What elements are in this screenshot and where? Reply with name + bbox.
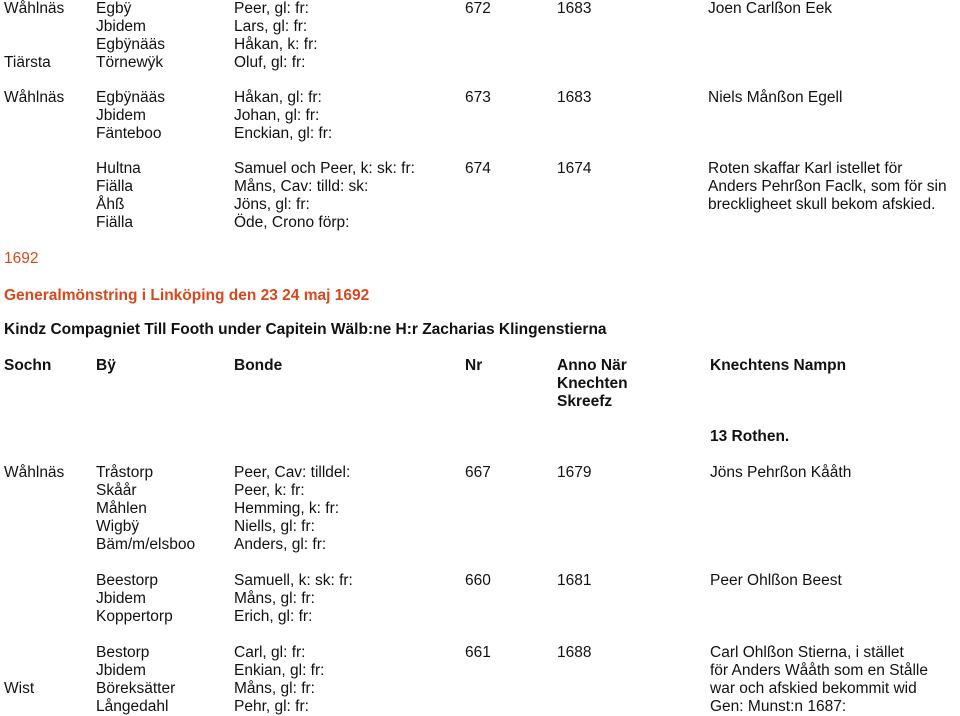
farmer: Jöns, gl: fr: [234, 196, 310, 213]
parish: Wåhlnäs [4, 89, 65, 106]
record-row [0, 464, 960, 482]
record-673 [0, 89, 960, 143]
parish: Wåhlnäs [4, 0, 65, 17]
village: Jbidem [96, 662, 146, 679]
record-row [0, 160, 960, 178]
year-heading: 1692 [4, 250, 39, 267]
year-section [0, 250, 960, 268]
company-section [0, 321, 960, 339]
village: Beestorp [96, 572, 159, 589]
soldier-name: Carl Ohlßon Stierna, i stället [710, 644, 904, 661]
header-year-line: Anno När [557, 357, 627, 374]
note: breckligheet skull bekom afskied. [708, 196, 936, 213]
farmer: Samuell, k: sk: fr: [234, 572, 353, 589]
enlistment-year: 1679 [557, 464, 592, 481]
farmer: Håkan, gl: fr: [234, 89, 322, 106]
parish: Tiärsta [4, 54, 51, 71]
soldier-number: 672 [465, 0, 491, 17]
note: Gen: Munst:n 1687: [710, 698, 847, 715]
record-row [0, 518, 960, 536]
enlistment-year: 1683 [557, 0, 592, 17]
record-row [0, 18, 960, 36]
village: Fiälla [96, 214, 134, 231]
farmer: Öde, Crono förp: [234, 214, 350, 231]
farmer: Peer, k: fr: [234, 482, 305, 499]
header-parish: Sochn [4, 357, 52, 374]
record-row [0, 662, 960, 680]
record-row [0, 500, 960, 518]
soldier-name: Joen Carlßon Eek [708, 0, 833, 17]
farmer: Johan, gl: fr: [234, 107, 320, 124]
farmer: Anders, gl: fr: [234, 536, 327, 553]
record-row [0, 0, 960, 18]
header-year-line: Skreefz [557, 393, 613, 410]
farmer: Erich, gl: fr: [234, 608, 313, 625]
record-674 [0, 160, 960, 232]
enlistment-year: 1688 [557, 644, 592, 661]
rote-label: 13 Rothen. [710, 428, 790, 445]
enlistment-year: 1681 [557, 572, 592, 589]
farmer: Oluf, gl: fr: [234, 54, 306, 71]
farmer: Måns, Cav: tilld: sk: [234, 178, 369, 195]
record-row [0, 590, 960, 608]
record-row [0, 644, 960, 662]
farmer: Håkan, k: fr: [234, 36, 318, 53]
farmer: Carl, gl: fr: [234, 644, 306, 661]
record-row [0, 107, 960, 125]
farmer: Samuel och Peer, k: sk: fr: [234, 160, 415, 177]
soldier-number: 674 [465, 160, 491, 177]
village: Egbÿnääs [96, 89, 165, 106]
record-660 [0, 572, 960, 626]
header-village: Bÿ [96, 357, 116, 374]
header-number: Nr [465, 357, 483, 374]
village: Egbÿnääs [96, 36, 165, 53]
village: Fiälla [96, 178, 134, 195]
village: Bestorp [96, 644, 150, 661]
village: Fänteboo [96, 125, 162, 142]
farmer: Måns, gl: fr: [234, 590, 315, 607]
village: Tråstorp [96, 464, 154, 481]
record-row [0, 196, 960, 214]
column-headers [0, 357, 960, 411]
farmer: Måns, gl: fr: [234, 680, 315, 697]
rote-section [0, 428, 960, 446]
farmer: Pehr, gl: fr: [234, 698, 309, 715]
village: Långedahl [96, 698, 169, 715]
header-soldier-name: Knechtens Nampn [710, 357, 847, 374]
note: för Anders Wååth som en Stålle [710, 662, 928, 679]
record-672 [0, 0, 960, 72]
parish: Wåhlnäs [4, 464, 65, 481]
soldier-name: Jöns Pehrßon Kååth [710, 464, 852, 481]
record-row [0, 214, 960, 232]
farmer: Enkian, gl: fr: [234, 662, 325, 679]
village: Bäm/m/elsboo [96, 536, 196, 553]
record-row [0, 680, 960, 698]
record-row [0, 698, 960, 716]
soldier-name: Peer Ohlßon Beest [710, 572, 842, 589]
village: Egbÿ [96, 0, 132, 17]
record-row [0, 536, 960, 554]
record-661 [0, 644, 960, 716]
village: Koppertorp [96, 608, 173, 625]
soldier-name: Niels Månßon Egell [708, 89, 843, 106]
village: Wigbÿ [96, 518, 140, 535]
village: Måhlen [96, 500, 147, 517]
village: Böreksätter [96, 680, 176, 697]
record-row [0, 178, 960, 196]
record-row [0, 89, 960, 107]
farmer: Lars, gl: fr: [234, 18, 308, 35]
note: Anders Pehrßon Faclk, som för sin [708, 178, 947, 195]
record-row [0, 608, 960, 626]
farmer: Peer, Cav: tilldel: [234, 464, 351, 481]
enlistment-year: 1683 [557, 89, 592, 106]
note: Roten skaffar Karl istellet för [708, 160, 903, 177]
farmer: Peer, gl: fr: [234, 0, 309, 17]
soldier-number: 667 [465, 464, 491, 481]
header-year-line: Knechten [557, 375, 628, 392]
record-row [0, 125, 960, 143]
soldier-number: 673 [465, 89, 491, 106]
muster-heading-section [0, 287, 960, 305]
farmer: Enckian, gl: fr: [234, 125, 333, 142]
record-row [0, 572, 960, 590]
company-title: Kindz Compagniet Till Footh under Capitein Wälb:ne H:r Zacharias Klingenstierna [4, 321, 607, 338]
header-farmer: Bonde [234, 357, 283, 374]
parish: Wist [4, 680, 35, 697]
farmer: Hemming, k: fr: [234, 500, 340, 517]
village: Törnewÿk [96, 54, 164, 71]
note: war och afskied bekommit wid [710, 680, 917, 697]
soldier-number: 660 [465, 572, 491, 589]
muster-heading: Generalmönstring i Linköping den 23 24 maj 1692 [4, 287, 370, 304]
village: Hultna [96, 160, 141, 177]
village: Skåår [96, 482, 137, 499]
enlistment-year: 1674 [557, 160, 592, 177]
record-row [0, 36, 960, 54]
village: Åhß [96, 196, 125, 213]
record-row [0, 482, 960, 500]
record-row [0, 54, 960, 72]
soldier-number: 661 [465, 644, 491, 661]
farmer: Niells, gl: fr: [234, 518, 315, 535]
village: Jbidem [96, 18, 146, 35]
village: Jbidem [96, 107, 146, 124]
header-year [557, 357, 628, 411]
record-667 [0, 464, 960, 554]
village: Jbidem [96, 590, 146, 607]
